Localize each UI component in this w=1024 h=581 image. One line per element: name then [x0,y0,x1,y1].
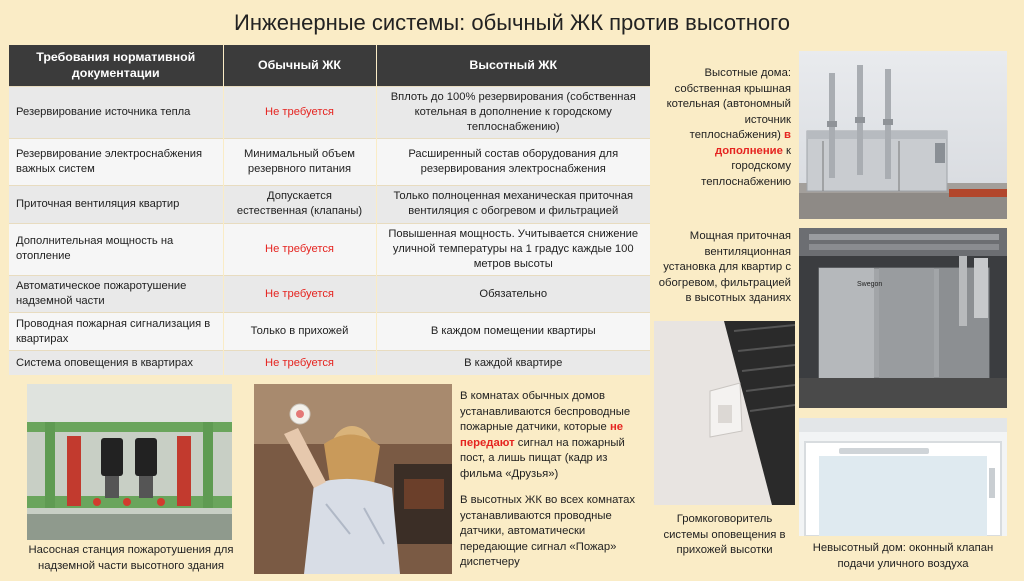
highrise-cell: В каждом помещении квартиры [376,313,650,351]
table-row [9,138,650,185]
requirement-cell: Автоматическое пожаротушение надземной части [9,276,223,313]
highrise-cell: Расширенный состав оборудования для резервирования электроснабжения [376,138,650,185]
ventilation-unit-photo [799,228,1007,408]
requirement-cell: Дополнительная мощность на отопление [9,223,223,275]
window-valve-caption: Невысотный дом: оконный клапан подачи уличного воздуха [812,542,994,570]
rooftop-boiler-photo [799,51,1007,219]
window-valve-photo [799,418,1007,536]
table-row [9,223,650,275]
requirement-cell: Резервирование источника тепла [9,86,223,138]
requirement-cell: Система оповещения в квартирах [9,351,223,375]
detector-caption-ordinary [460,389,640,482]
table-row [9,185,650,223]
detector-caption-highlight: не передают [460,421,624,449]
smoke-detector-photo [254,384,452,574]
requirement-cell: Приточная вентиляция квартир [9,185,223,223]
column-header-requirement: Требования нормативной документации [9,45,223,86]
highrise-cell: Только полноценная механическая приточная вентиляция с обогревом и фильтрацией [376,185,650,223]
ordinary-cell: Не требуется [223,351,376,375]
table-row [9,351,650,375]
ventilation-caption: Мощная приточная вентиляционная установка для квартир с обогревом, фильтрацией в высотных зданиях [658,230,791,305]
rooftop-boiler-caption [654,66,791,191]
page-title: Инженерные системы: обычный ЖК против высотного [234,10,790,35]
ordinary-cell: Не требуется [223,86,376,138]
ordinary-cell: Минимальный объем резервного питания [223,138,376,185]
highrise-cell: Повышенная мощность. Учитывается снижение уличной температуры на 1 градус каждые 100 метров высоты [376,223,650,275]
pump-station-caption: Насосная станция пожаротушения для надземной части высотного здания [28,544,234,572]
pump-station-photo [27,384,232,540]
boiler-caption-highlight: в дополнение [715,129,791,157]
table-row [9,276,650,313]
ordinary-cell: Не требуется [223,276,376,313]
table-row [9,86,650,138]
column-header-highrise: Высотный ЖК [376,45,650,86]
speaker-photo [654,321,795,505]
requirement-cell: Резервирование электроснабжения важных систем [9,138,223,185]
table-row [9,313,650,351]
ordinary-cell: Допускается естественная (клапаны) [223,185,376,223]
ordinary-cell: Только в прихожей [223,313,376,351]
detector-caption-text: В комнатах обычных домов устанавливаются беспроводные пожарные датчики, которые [460,390,631,434]
highrise-cell: В каждой квартире [376,351,650,375]
requirement-cell: Проводная пожарная сигнализация в квартирах [9,313,223,351]
column-header-ordinary: Обычный ЖК [223,45,376,86]
highrise-cell: Вплоть до 100% резервирования (собственная котельная в дополнение к городскому теплоснабжению) [376,86,650,138]
boiler-caption-text: Высотные дома: собственная крышная котельная (автономный источник теплоснабжения) [666,67,791,142]
ordinary-cell: Не требуется [223,223,376,275]
speaker-caption: Громкоговоритель системы оповещения в прихожей высотки [663,513,786,557]
table-header-row [9,45,650,86]
detector-caption-text-end: сигнал на пожарный пост, а лишь пищат (кадр из фильма «Друзья») [460,436,625,480]
detector-caption-highrise: В высотных ЖК во всех комнатах устанавливаются проводные датчики, автоматически передающие сигнал «Пожар» диспетчеру [460,494,636,569]
highrise-cell: Обязательно [376,276,650,313]
boiler-caption-text-end: к городскому теплоснабжению [701,144,791,189]
requirements-table [9,45,650,375]
ventilation-brand-label: Swegon [857,281,883,288]
